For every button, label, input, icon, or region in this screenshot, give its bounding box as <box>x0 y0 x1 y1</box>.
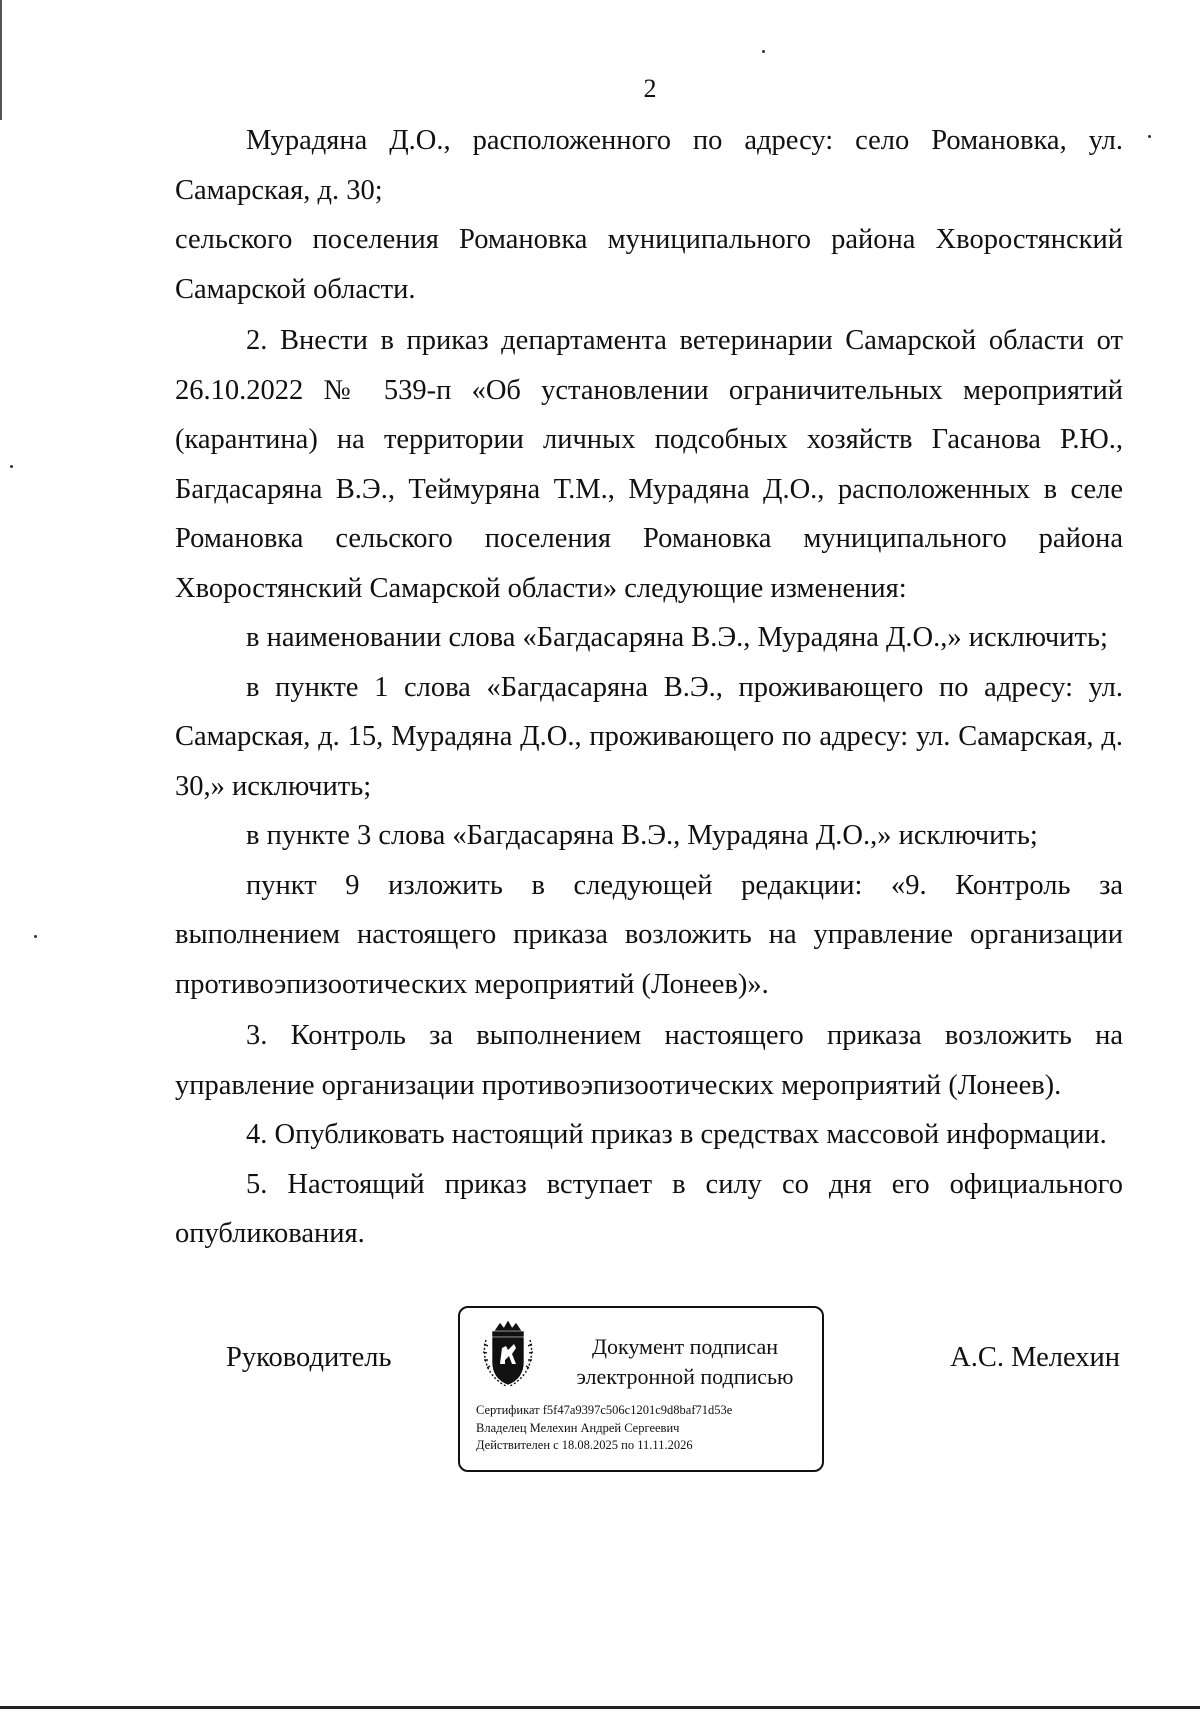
scan-speck <box>34 935 37 938</box>
paragraph-item-3: 3. Контроль за выполнением настоящего приказа возложить на управление организации противоэпизоотических мероприятий (Лонеев). <box>175 1020 1123 1101</box>
paragraph-amend-point-3: в пункте 3 слова «Багдасаряна В.Э., Мурадяна Д.О.,» исключить; <box>246 820 1038 851</box>
paragraph-amend-point-1: в пункте 1 слова «Багдасаряна В.Э., проживающего по адресу: ул. Самарская, д. 15, Мурадяна Д.О., проживающего по адресу: ул. Самарская, д. 30,» исключить; <box>175 671 1123 802</box>
scan-edge-bottom <box>0 1706 1200 1709</box>
electronic-signature-stamp <box>458 1306 824 1472</box>
scan-speck <box>762 50 765 53</box>
paragraph-item-2: 2. Внести в приказ департамента ветеринарии Самарской области от 26.10.2022 № 539-п «Об установлении ограничительных мероприятий (карантина) на территории личных подсобных хозяйств Гасанова Р.Ю., Багдасаряна В.Э., Теймуряна Т.М., Мурадяна Д.О., расположенных в селе Романовка сельского поселения Романовка муниципального района Хворостянский Самарской области» следующие изменения: <box>175 325 1123 604</box>
stamp-certificate: Сертификат f5f47a9397c506c1201c9d8baf71d53e <box>476 1403 733 1417</box>
stamp-details <box>476 1402 816 1455</box>
stamp-title <box>556 1332 814 1392</box>
document-body <box>175 116 1123 1259</box>
paragraph-amend-title: в наименовании слова «Багдасаряна В.Э., Мурадяна Д.О.,» исключить; <box>246 622 1108 653</box>
page-number: 2 <box>643 74 657 103</box>
signer-position: Руководитель <box>226 1342 392 1373</box>
scan-speck <box>10 465 13 468</box>
stamp-owner: Владелец Мелехин Андрей Сергеевич <box>476 1420 680 1435</box>
stamp-validity: Действителен с 18.08.2025 по 11.11.2026 <box>476 1438 693 1452</box>
paragraph-amend-point-9: пункт 9 изложить в следующей редакции: «9. Контроль за выполнением настоящего приказа возложить на управление организации противоэпизоотических мероприятий (Лонеев)». <box>175 869 1123 1000</box>
paragraph-item-4: 4. Опубликовать настоящий приказ в средствах массовой информации. <box>246 1119 1107 1150</box>
stamp-title-line-1: Документ подписан <box>591 1334 779 1359</box>
paragraph-settlement: сельского поселения Романовка муниципального района Хворостянский Самарской области. <box>175 224 1123 305</box>
coat-of-arms-icon <box>478 1320 538 1388</box>
stamp-title-line-2: электронной подписью <box>576 1364 794 1389</box>
signer-name: А.С. Мелехин <box>950 1342 1120 1373</box>
paragraph-item-5: 5. Настоящий приказ вступает в силу со дня его официального опубликования. <box>175 1168 1123 1249</box>
scan-speck <box>1148 135 1151 138</box>
paragraph-continuation-address: Мурадяна Д.О., расположенного по адресу: село Романовка, ул. Самарская, д. 30; <box>175 125 1123 206</box>
